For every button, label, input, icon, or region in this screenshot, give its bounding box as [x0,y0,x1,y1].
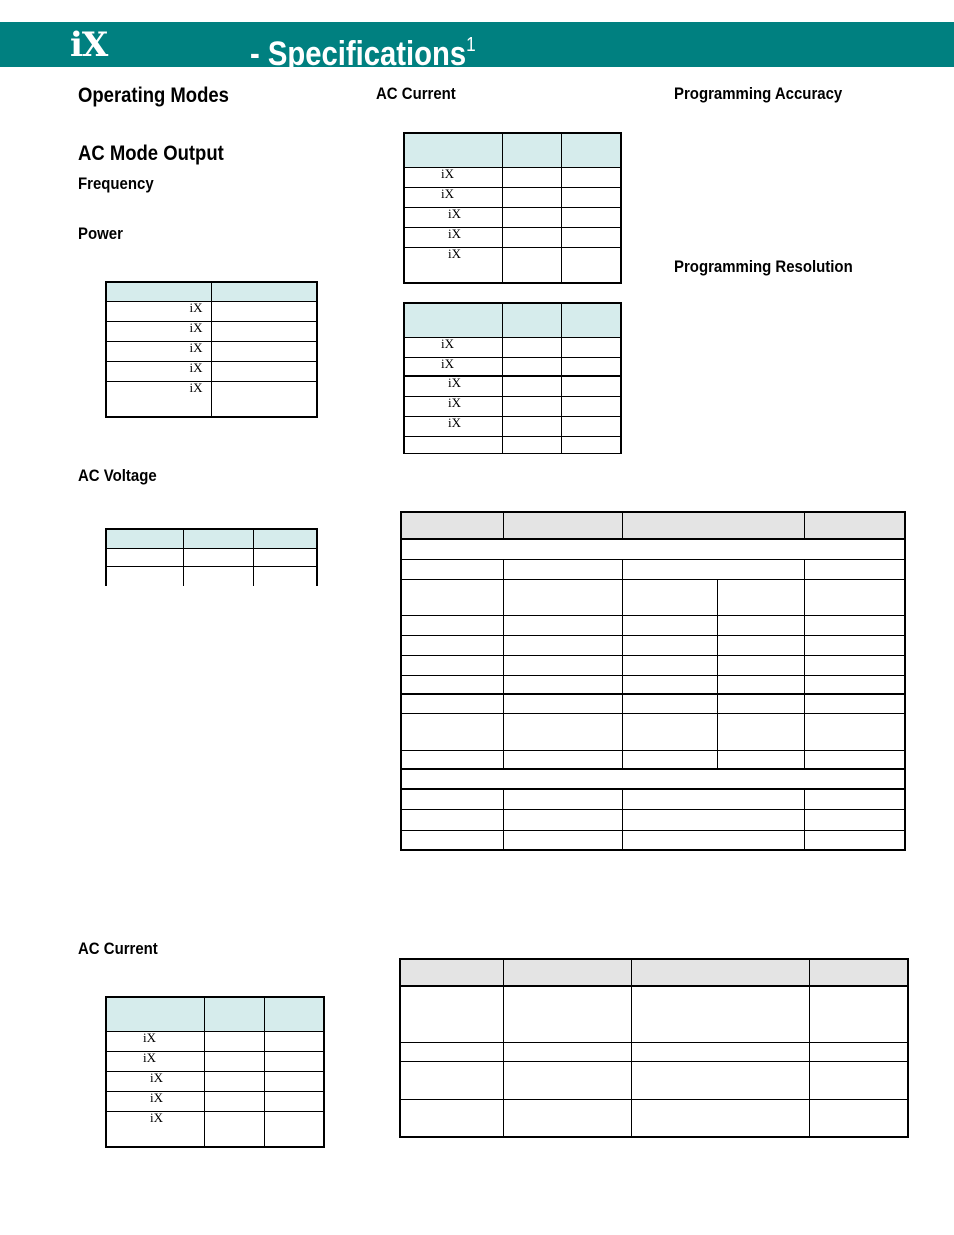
power-table [105,281,318,418]
table-row [401,750,905,769]
heading-frequency: Frequency [78,174,154,193]
table-row [404,167,621,187]
table-row [401,635,905,655]
table-row [400,1099,908,1137]
table-row [106,1051,324,1071]
table-header-row [106,282,317,301]
model-cell: iX [404,416,502,436]
table-row [404,247,621,283]
table-row [106,1091,324,1111]
table-row [401,789,905,809]
model-cell: iX [106,321,211,341]
table-row [401,559,905,579]
ac-current-table-top-2 [403,302,622,454]
model-cell: iX [106,1071,204,1091]
table-row [404,396,621,416]
ac-voltage-table-wrap [105,528,318,586]
heading-ac-voltage: AC Voltage [78,466,157,485]
table-row [404,376,621,396]
spec-grid-table [400,511,906,851]
ix-logo: iX [70,25,108,65]
table-row [404,207,621,227]
table-row [401,539,905,559]
table-row [106,361,317,381]
table-row [106,566,317,586]
ac-current-table-bottom [105,996,325,1148]
table-row [106,341,317,361]
table-row [401,809,905,830]
model-cell: iX [106,381,211,417]
table-row [404,227,621,247]
heading-operating-modes: Operating Modes [78,84,229,107]
heading-programming-accuracy: Programming Accuracy [674,84,843,103]
table-row [404,416,621,436]
model-cell: iX [404,167,502,187]
page-title [250,22,476,77]
table-row [401,615,905,635]
table-row [404,187,621,207]
model-cell: iX [106,341,211,361]
table-row [106,301,317,321]
heading-power: Power [78,224,123,243]
ac-voltage-table [105,528,318,586]
model-cell: iX [404,337,502,357]
model-cell: iX [106,301,211,321]
table-row [401,830,905,850]
model-cell: iX [404,207,502,227]
table-row [401,713,905,750]
model-cell: iX [106,1091,204,1111]
table-row [404,436,621,453]
footnote-mark: 1 [466,34,476,56]
table-header-row [404,303,621,337]
table-row [106,381,317,417]
table-row [106,548,317,566]
table-row [106,321,317,341]
table-header-row [401,512,905,539]
table-row [106,1111,324,1147]
table-row [401,675,905,694]
header-banner [0,22,954,67]
heading-ac-mode-output: AC Mode Output [78,142,224,165]
model-cell: iX [404,227,502,247]
heading-ac-current-top: AC Current [376,84,456,103]
table-row [401,694,905,713]
table-header-row [404,133,621,167]
bottom-right-table [399,958,909,1138]
table-row [106,1071,324,1091]
table-row [106,1031,324,1051]
model-cell: iX [404,187,502,207]
model-cell: iX [106,1111,204,1147]
model-cell: iX [404,247,502,283]
model-cell: iX [106,361,211,381]
table-row [400,1061,908,1099]
page-title-text: - Specifications [250,35,467,73]
table-row [401,769,905,789]
table-row [401,655,905,675]
heading-ac-current-bottom: AC Current [78,939,158,958]
model-cell: iX [106,1051,204,1071]
table-row [401,579,905,615]
table-row [400,1042,908,1061]
model-cell: iX [106,1031,204,1051]
ac-current-table-top-1 [403,132,622,284]
model-cell: iX [404,357,502,376]
table-row [404,337,621,357]
table-header-row [106,997,324,1031]
table-header-row [106,529,317,548]
table-row [404,357,621,376]
table-row [400,986,908,1042]
heading-programming-resolution: Programming Resolution [674,257,853,276]
table-header-row [400,959,908,986]
model-cell: iX [404,376,502,396]
model-cell: iX [404,396,502,416]
